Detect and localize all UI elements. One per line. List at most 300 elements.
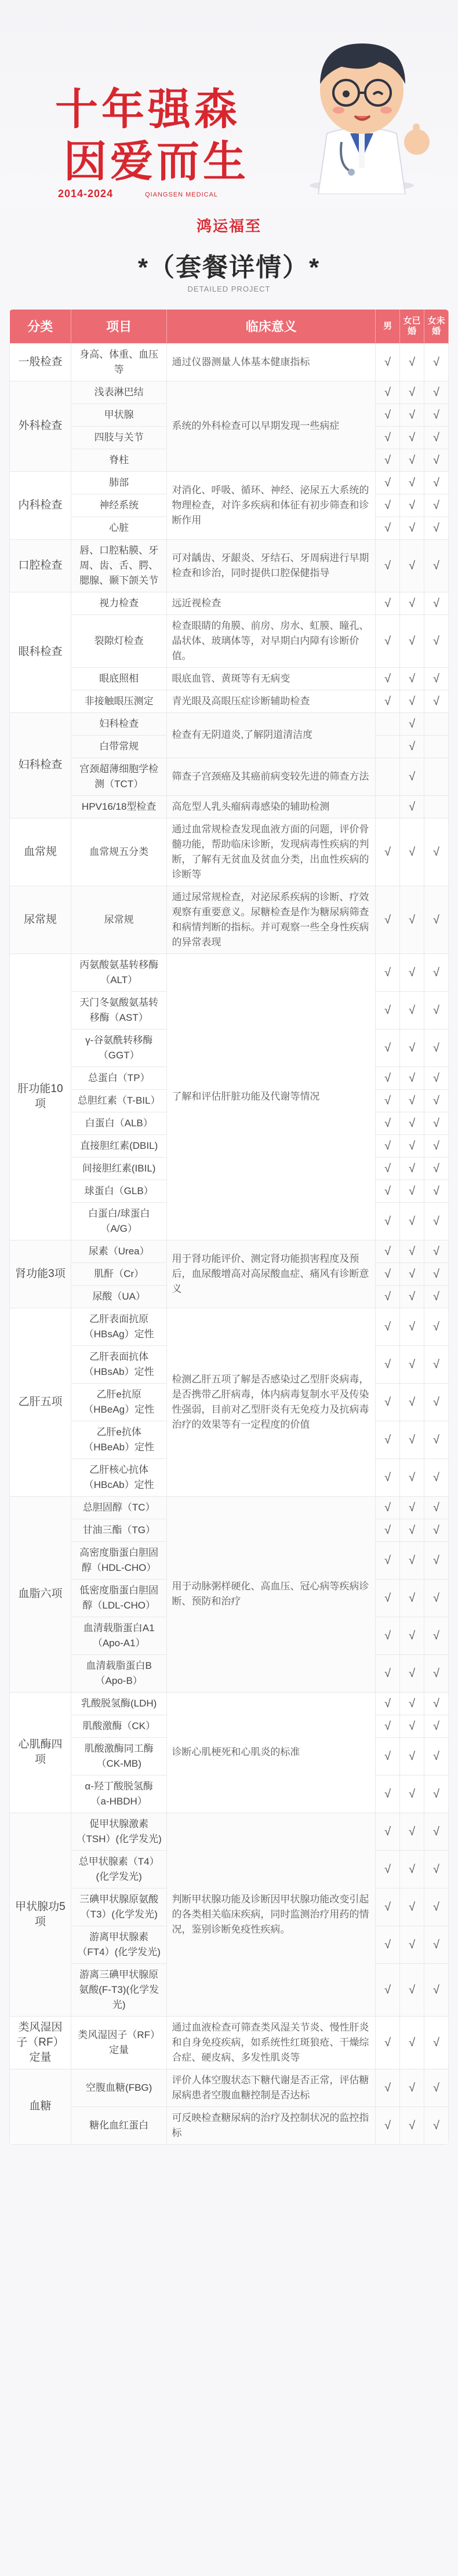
male-check-cell: √	[376, 1579, 400, 1617]
female-married-check-cell: √	[400, 2106, 424, 2144]
header-male: 男	[376, 310, 400, 343]
item-cell: 直接胆红素(DBIL)	[71, 1134, 167, 1157]
male-check-cell: √	[376, 494, 400, 516]
item-cell: 眼底照相	[71, 667, 167, 690]
female-married-check-cell: √	[400, 1458, 424, 1496]
female-married-check-cell: √	[400, 1308, 424, 1345]
table-row	[10, 381, 449, 403]
item-cell: 促甲状腺激素（TSH）(化学发光)	[71, 1813, 167, 1850]
item-cell: 类风湿因子（RF）定量	[71, 2016, 167, 2069]
item-cell: 乙肝表面抗体（HBsAb）定性	[71, 1345, 167, 1383]
female-married-check-cell: √	[400, 1262, 424, 1285]
female-unmarried-check-cell: √	[424, 1775, 449, 1813]
male-check-cell: √	[376, 1737, 400, 1775]
female-married-check-cell: √	[400, 1285, 424, 1308]
male-check-cell: √	[376, 1308, 400, 1345]
female-unmarried-check-cell: √	[424, 1029, 449, 1067]
male-check-cell: √	[376, 403, 400, 426]
female-married-check-cell: √	[400, 1813, 424, 1850]
item-cell: 视力检查	[71, 592, 167, 614]
male-check-cell: √	[376, 1262, 400, 1285]
item-cell: 总蛋白（TP）	[71, 1067, 167, 1089]
female-unmarried-check-cell: √	[424, 1345, 449, 1383]
male-check-cell: √	[376, 1067, 400, 1089]
male-check-cell: √	[376, 449, 400, 471]
category-cell: 心肌酶四项	[10, 1692, 71, 1813]
table-row	[10, 2016, 449, 2069]
meaning-cell: 高危型人乳头瘤病毒感染的辅助检测	[167, 795, 376, 818]
male-check-cell: √	[376, 991, 400, 1029]
female-married-check-cell: √	[400, 1617, 424, 1654]
item-cell: 裂隙灯检查	[71, 614, 167, 667]
item-cell: 游离三碘甲状腺原氨酸(F-T3)(化学发光)	[71, 1963, 167, 2016]
female-married-check-cell: √	[400, 735, 424, 758]
meaning-cell: 远近视检查	[167, 592, 376, 614]
female-unmarried-check-cell	[424, 795, 449, 818]
table-row	[10, 818, 449, 886]
female-married-check-cell: √	[400, 1421, 424, 1458]
meaning-cell: 通过血常规检查发现血液方面的问题，评价骨髓功能，帮助临床诊断，发现病毒性疾病的判断，了解有无贫血及贫血分类，出血性疾病的诊断等	[167, 818, 376, 886]
female-unmarried-check-cell: √	[424, 1541, 449, 1579]
male-check-cell: √	[376, 1421, 400, 1458]
male-check-cell: √	[376, 1926, 400, 1963]
female-unmarried-check-cell: √	[424, 1240, 449, 1262]
female-married-check-cell: √	[400, 1888, 424, 1926]
item-cell: 血清载脂蛋白A1（Apo-A1）	[71, 1617, 167, 1654]
item-cell: 心脏	[71, 516, 167, 539]
female-married-check-cell: √	[400, 712, 424, 735]
meaning-cell: 通过仪器测量人体基本健康指标	[167, 343, 376, 381]
item-cell: 天门冬氨酸氨基转移酶（AST）	[71, 991, 167, 1029]
female-unmarried-check-cell: √	[424, 991, 449, 1029]
female-unmarried-check-cell: √	[424, 1715, 449, 1737]
male-check-cell: √	[376, 1541, 400, 1579]
male-check-cell	[376, 795, 400, 818]
meaning-cell: 眼底血管、黄斑等有无病变	[167, 667, 376, 690]
male-check-cell: √	[376, 1285, 400, 1308]
male-check-cell: √	[376, 2069, 400, 2106]
female-unmarried-check-cell: √	[424, 1654, 449, 1692]
female-married-check-cell: √	[400, 1850, 424, 1888]
table-row	[10, 539, 449, 592]
male-check-cell: √	[376, 614, 400, 667]
male-check-cell: √	[376, 1654, 400, 1692]
male-check-cell: √	[376, 1775, 400, 1813]
meaning-cell: 青光眼及高眼压症诊断辅助检查	[167, 690, 376, 712]
female-unmarried-check-cell: √	[424, 1285, 449, 1308]
female-married-check-cell: √	[400, 1157, 424, 1180]
male-check-cell: √	[376, 1383, 400, 1421]
header-female-married: 女已婚	[400, 310, 424, 343]
male-check-cell	[376, 758, 400, 795]
item-cell: α-羟丁酸脱氢酶（a-HBDH）	[71, 1775, 167, 1813]
category-cell: 血常规	[10, 818, 71, 886]
meaning-cell: 了解和评估肝脏功能及代谢等情况	[167, 954, 376, 1240]
category-cell: 眼科检查	[10, 592, 71, 712]
female-married-check-cell: √	[400, 991, 424, 1029]
female-unmarried-check-cell: √	[424, 381, 449, 403]
item-cell: 肺部	[71, 471, 167, 494]
category-cell: 甲状腺功5项	[10, 1813, 71, 2016]
female-unmarried-check-cell: √	[424, 1888, 449, 1926]
female-married-check-cell: √	[400, 1345, 424, 1383]
table-row	[10, 758, 449, 795]
female-married-check-cell: √	[400, 1202, 424, 1240]
male-check-cell: √	[376, 1202, 400, 1240]
item-cell: 乙肝表面抗原（HBsAg）定性	[71, 1308, 167, 1345]
table-row	[10, 690, 449, 712]
female-married-check-cell: √	[400, 343, 424, 381]
package-table	[9, 310, 449, 2145]
female-married-check-cell: √	[400, 1029, 424, 1067]
female-unmarried-check-cell	[424, 735, 449, 758]
item-cell: 球蛋白（GLB）	[71, 1180, 167, 1202]
item-cell: 甘油三酯（TG）	[71, 1519, 167, 1541]
female-unmarried-check-cell: √	[424, 1813, 449, 1850]
female-unmarried-check-cell	[424, 712, 449, 735]
male-check-cell: √	[376, 1089, 400, 1112]
meaning-cell: 通过血液检查可筛查类风湿关节炎、慢性肝炎和自身免疫疾病，如系统性红斑狼疮、干燥综合症、硬皮病、多发性肌炎等	[167, 2016, 376, 2069]
female-unmarried-check-cell: √	[424, 1737, 449, 1775]
female-married-check-cell: √	[400, 1963, 424, 2016]
female-unmarried-check-cell: √	[424, 2106, 449, 2144]
slogan-line-2: 因爱而生	[64, 137, 249, 187]
item-cell: 丙氨酸氨基转移酶（ALT）	[71, 954, 167, 991]
female-married-check-cell: √	[400, 1112, 424, 1134]
category-cell: 妇科检查	[10, 712, 71, 818]
male-check-cell	[376, 735, 400, 758]
female-married-check-cell: √	[400, 1089, 424, 1112]
package-subtitle: DETAILED PROJECT	[187, 285, 271, 293]
female-married-check-cell: √	[400, 1692, 424, 1715]
item-cell: γ-谷氨酰转移酶（GGT）	[71, 1029, 167, 1067]
female-married-check-cell: √	[400, 758, 424, 795]
item-cell: 肌酐（Cr）	[71, 1262, 167, 1285]
female-married-check-cell: √	[400, 1383, 424, 1421]
item-cell: 尿素（Urea）	[71, 1240, 167, 1262]
male-check-cell: √	[376, 592, 400, 614]
male-check-cell: √	[376, 1134, 400, 1157]
female-unmarried-check-cell: √	[424, 1067, 449, 1089]
item-cell: 总胆固醇（TC）	[71, 1496, 167, 1519]
female-married-check-cell: √	[400, 539, 424, 592]
female-unmarried-check-cell: √	[424, 1617, 449, 1654]
female-unmarried-check-cell: √	[424, 494, 449, 516]
item-cell: 乙肝核心抗体（HBcAb）定性	[71, 1458, 167, 1496]
female-unmarried-check-cell: √	[424, 1157, 449, 1180]
female-unmarried-check-cell: √	[424, 1308, 449, 1345]
table-row	[10, 1240, 449, 1262]
hero-header	[0, 0, 458, 209]
item-cell: 肌酸激酶同工酶（CK-MB)	[71, 1737, 167, 1775]
female-unmarried-check-cell: √	[424, 1089, 449, 1112]
item-cell: 总甲状腺素（T4）(化学发光)	[71, 1850, 167, 1888]
female-unmarried-check-cell: √	[424, 1458, 449, 1496]
male-check-cell: √	[376, 818, 400, 886]
category-cell: 血糖	[10, 2069, 71, 2144]
female-married-check-cell: √	[400, 1180, 424, 1202]
meaning-cell: 用于肾功能评价、测定肾功能损害程度及预后，血尿酸增高对高尿酸血症、痛风有诊断意义	[167, 1240, 376, 1308]
male-check-cell: √	[376, 1458, 400, 1496]
item-cell: 间接胆红素(IBIL)	[71, 1157, 167, 1180]
male-check-cell: √	[376, 667, 400, 690]
female-married-check-cell: √	[400, 690, 424, 712]
male-check-cell: √	[376, 1112, 400, 1134]
table-row	[10, 343, 449, 381]
header-item: 项目	[71, 310, 167, 343]
item-cell: 四肢与关节	[71, 426, 167, 449]
package-title-block	[0, 209, 458, 310]
female-unmarried-check-cell: √	[424, 1180, 449, 1202]
female-unmarried-check-cell: √	[424, 1519, 449, 1541]
header-meaning: 临床意义	[167, 310, 376, 343]
male-check-cell: √	[376, 1715, 400, 1737]
category-cell: 内科检查	[10, 471, 71, 539]
female-married-check-cell: √	[400, 426, 424, 449]
male-check-cell: √	[376, 2106, 400, 2144]
female-unmarried-check-cell: √	[424, 403, 449, 426]
item-cell: 白带常规	[71, 735, 167, 758]
female-married-check-cell: √	[400, 494, 424, 516]
item-cell: 三碘甲状腺原氨酸（T3）(化学发光)	[71, 1888, 167, 1926]
meaning-cell: 筛查子宫颈癌及其癌前病变较先进的筛查方法	[167, 758, 376, 795]
male-check-cell: √	[376, 1157, 400, 1180]
category-cell: 口腔检查	[10, 539, 71, 592]
female-married-check-cell: √	[400, 1775, 424, 1813]
female-unmarried-check-cell: √	[424, 1112, 449, 1134]
female-married-check-cell: √	[400, 795, 424, 818]
meaning-cell: 评价人体空腹状态下糖代谢是否正常，评估糖尿病患者空腹血糖控制是否达标	[167, 2069, 376, 2106]
item-cell: 血清载脂蛋白B（Apo-B）	[71, 1654, 167, 1692]
male-check-cell: √	[376, 1240, 400, 1262]
item-cell: 白蛋白/球蛋白（A/G）	[71, 1202, 167, 1240]
table-body	[10, 343, 449, 2144]
female-married-check-cell: √	[400, 381, 424, 403]
table-row	[10, 886, 449, 954]
female-unmarried-check-cell: √	[424, 1926, 449, 1963]
female-married-check-cell: √	[400, 1067, 424, 1089]
female-married-check-cell: √	[400, 516, 424, 539]
female-unmarried-check-cell	[424, 758, 449, 795]
female-married-check-cell: √	[400, 1926, 424, 1963]
item-cell: 肌酸激酶（CK）	[71, 1715, 167, 1737]
item-cell: 尿酸（UA）	[71, 1285, 167, 1308]
table-row	[10, 592, 449, 614]
category-cell: 血脂六项	[10, 1496, 71, 1692]
male-check-cell: √	[376, 1496, 400, 1519]
female-unmarried-check-cell: √	[424, 516, 449, 539]
male-check-cell: √	[376, 2016, 400, 2069]
item-cell: 甲状腺	[71, 403, 167, 426]
female-unmarried-check-cell: √	[424, 667, 449, 690]
female-married-check-cell: √	[400, 1519, 424, 1541]
item-cell: 尿常规	[71, 886, 167, 954]
female-married-check-cell: √	[400, 1579, 424, 1617]
item-cell: 乙肝e抗原（HBeAg）定性	[71, 1383, 167, 1421]
male-check-cell: √	[376, 1345, 400, 1383]
category-cell: 尿常规	[10, 886, 71, 954]
male-check-cell: √	[376, 1519, 400, 1541]
category-cell: 类风湿因子（RF）定量	[10, 2016, 71, 2069]
female-unmarried-check-cell: √	[424, 1383, 449, 1421]
meaning-cell: 检查眼睛的角膜、前房、房水、虹膜、瞳孔、晶状体、玻璃体等，对早期白内障有诊断价值。	[167, 614, 376, 667]
female-married-check-cell: √	[400, 2069, 424, 2106]
item-cell: 宫颈超薄细胞学检测（TCT）	[71, 758, 167, 795]
table-row	[10, 614, 449, 667]
header-female-unmarried: 女未婚	[424, 310, 449, 343]
item-cell: 低密度脂蛋白胆固醇（LDL-CHO）	[71, 1579, 167, 1617]
female-married-check-cell: √	[400, 818, 424, 886]
female-unmarried-check-cell: √	[424, 818, 449, 886]
item-cell: 浅表淋巴结	[71, 381, 167, 403]
male-check-cell: √	[376, 426, 400, 449]
female-unmarried-check-cell: √	[424, 886, 449, 954]
female-unmarried-check-cell: √	[424, 1134, 449, 1157]
female-unmarried-check-cell: √	[424, 1692, 449, 1715]
meaning-cell: 可反映检查糖尿病的治疗及控制状况的监控指标	[167, 2106, 376, 2144]
female-unmarried-check-cell: √	[424, 1421, 449, 1458]
male-check-cell: √	[376, 1617, 400, 1654]
table-header-row	[10, 310, 449, 343]
female-married-check-cell: √	[400, 471, 424, 494]
female-unmarried-check-cell: √	[424, 1496, 449, 1519]
male-check-cell: √	[376, 343, 400, 381]
company-name: QIANGSEN MEDICAL	[145, 191, 219, 198]
female-unmarried-check-cell: √	[424, 592, 449, 614]
female-unmarried-check-cell: √	[424, 449, 449, 471]
item-cell: 乳酸脱氢酶(LDH)	[71, 1692, 167, 1715]
doctor-mascot-illustration	[286, 26, 437, 194]
meaning-cell: 诊断心肌梗死和心肌炎的标准	[167, 1692, 376, 1813]
category-cell: 一般检查	[10, 343, 71, 381]
category-cell: 肾功能3项	[10, 1240, 71, 1308]
female-unmarried-check-cell: √	[424, 954, 449, 991]
male-check-cell: √	[376, 690, 400, 712]
table-row	[10, 2106, 449, 2144]
male-check-cell: √	[376, 1029, 400, 1067]
item-cell: 唇、口腔粘膜、牙周、齿、舌、腭、腮腺、颞下颌关节	[71, 539, 167, 592]
male-check-cell: √	[376, 886, 400, 954]
category-cell: 肝功能10项	[10, 954, 71, 1240]
female-married-check-cell: √	[400, 886, 424, 954]
meaning-cell: 检测乙肝五项了解是否感染过乙型肝炎病毒，是否携带乙肝病毒，体内病毒复制水平及传染性强弱，目前对乙型肝炎有无免疫力及抗病毒治疗的效果等有一定程度的价值	[167, 1308, 376, 1496]
item-cell: 总胆红素（T-BIL）	[71, 1089, 167, 1112]
female-unmarried-check-cell: √	[424, 343, 449, 381]
female-married-check-cell: √	[400, 1715, 424, 1737]
table-row	[10, 954, 449, 991]
male-check-cell	[376, 712, 400, 735]
table-row	[10, 1692, 449, 1715]
female-married-check-cell: √	[400, 449, 424, 471]
female-married-check-cell: √	[400, 954, 424, 991]
item-cell: 高密度脂蛋白胆固醇（HDL-CHO）	[71, 1541, 167, 1579]
meaning-cell: 检查有无阴道炎,了解阴道清洁度	[167, 712, 376, 758]
female-married-check-cell: √	[400, 2016, 424, 2069]
female-married-check-cell: √	[400, 1654, 424, 1692]
table-row	[10, 471, 449, 494]
item-cell: 空腹血糖(FBG)	[71, 2069, 167, 2106]
male-check-cell: √	[376, 1888, 400, 1926]
table-row	[10, 1813, 449, 1850]
female-unmarried-check-cell: √	[424, 614, 449, 667]
package-name: 鸿运福至	[196, 217, 261, 235]
item-cell: 糖化血红蛋白	[71, 2106, 167, 2144]
female-unmarried-check-cell: √	[424, 1262, 449, 1285]
meaning-cell: 可对龋齿、牙龈炎、牙结石、牙周病进行早期检查和诊治，同时提供口腔保健指导	[167, 539, 376, 592]
category-cell: 外科检查	[10, 381, 71, 471]
table-row	[10, 1308, 449, 1345]
male-check-cell: √	[376, 954, 400, 991]
female-married-check-cell: √	[400, 614, 424, 667]
male-check-cell: √	[376, 1180, 400, 1202]
item-cell: 乙肝e抗体（HBeAb）定性	[71, 1421, 167, 1458]
female-married-check-cell: √	[400, 403, 424, 426]
female-unmarried-check-cell: √	[424, 539, 449, 592]
male-check-cell: √	[376, 381, 400, 403]
female-unmarried-check-cell: √	[424, 2016, 449, 2069]
item-cell: 血常规五分类	[71, 818, 167, 886]
package-table-wrap	[9, 310, 449, 2145]
male-check-cell: √	[376, 516, 400, 539]
years-label: 2014-2024	[58, 188, 114, 199]
female-married-check-cell: √	[400, 1134, 424, 1157]
female-married-check-cell: √	[400, 1496, 424, 1519]
item-cell: 白蛋白（ALB）	[71, 1112, 167, 1134]
female-married-check-cell: √	[400, 1541, 424, 1579]
female-married-check-cell: √	[400, 667, 424, 690]
item-cell: 脊柱	[71, 449, 167, 471]
item-cell: 妇科检查	[71, 712, 167, 735]
meaning-cell: 判断甲状腺功能及诊断因甲状腺功能改变引起的各类相关临床疾病，同时监测治疗用药的情况，鉴别诊断免疫性疾病。	[167, 1813, 376, 2016]
male-check-cell: √	[376, 1692, 400, 1715]
table-row	[10, 712, 449, 735]
table-row	[10, 667, 449, 690]
female-unmarried-check-cell: √	[424, 1963, 449, 2016]
category-cell: 乙肝五项	[10, 1308, 71, 1496]
female-unmarried-check-cell: √	[424, 471, 449, 494]
item-cell: 游离甲状腺素（FT4）(化学发光)	[71, 1926, 167, 1963]
female-unmarried-check-cell: √	[424, 1579, 449, 1617]
meaning-cell: 用于动脉粥样硬化、高血压、冠心病等疾病诊断、预防和治疗	[167, 1496, 376, 1692]
item-cell: HPV16/18型检查	[71, 795, 167, 818]
item-cell: 非接触眼压测定	[71, 690, 167, 712]
male-check-cell: √	[376, 1963, 400, 2016]
header-category: 分类	[10, 310, 71, 343]
female-married-check-cell: √	[400, 1240, 424, 1262]
meaning-cell: 系统的外科检查可以早期发现一些病症	[167, 381, 376, 471]
female-married-check-cell: √	[400, 592, 424, 614]
female-unmarried-check-cell: √	[424, 1850, 449, 1888]
meaning-cell: 对消化、呼吸、循环、神经、泌尿五大系统的物理检查，对许多疾病和体征有初步筛查和诊断作用	[167, 471, 376, 539]
female-unmarried-check-cell: √	[424, 426, 449, 449]
table-row	[10, 2069, 449, 2106]
male-check-cell: √	[376, 1850, 400, 1888]
item-cell: 身高、体重、血压等	[71, 343, 167, 381]
male-check-cell: √	[376, 1813, 400, 1850]
male-check-cell: √	[376, 539, 400, 592]
male-check-cell: √	[376, 471, 400, 494]
slogan-line-1: 十年强森	[55, 85, 241, 134]
table-row	[10, 1496, 449, 1519]
female-unmarried-check-cell: √	[424, 1202, 449, 1240]
female-married-check-cell: √	[400, 1737, 424, 1775]
meaning-cell: 通过尿常规检查，对泌尿系疾病的诊断、疗效观察有重要意义。尿糖检查是作为糖尿病筛查和病情判断的指标。并可观察一些全身性疾病的异常表现	[167, 886, 376, 954]
female-unmarried-check-cell: √	[424, 2069, 449, 2106]
table-row	[10, 795, 449, 818]
female-unmarried-check-cell: √	[424, 690, 449, 712]
package-title: *（套餐详情）*	[137, 253, 321, 282]
item-cell: 神经系统	[71, 494, 167, 516]
